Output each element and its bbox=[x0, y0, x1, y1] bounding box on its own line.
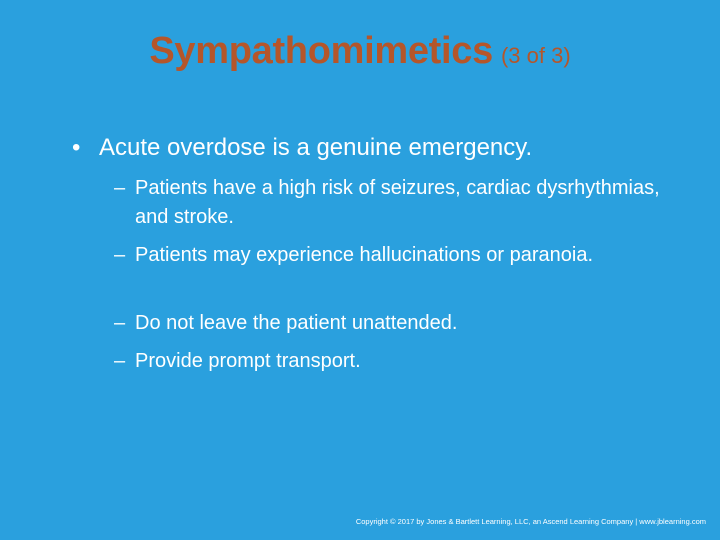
bullet-item bbox=[72, 133, 672, 162]
sub-bullet-item bbox=[114, 309, 674, 338]
slide-title-main: Sympathomimetics bbox=[149, 30, 493, 72]
sub-bullet-dash: – bbox=[114, 177, 126, 199]
sub-bullet-dash: – bbox=[114, 244, 126, 266]
sub-bullet-item bbox=[114, 347, 674, 376]
copyright-footer: Copyright © 2017 by Jones & Bartlett Learning, LLC, an Ascend Learning Company | www.jblearning.com bbox=[355, 517, 706, 526]
sub-bullet-item bbox=[114, 241, 674, 270]
slide-title bbox=[0, 30, 720, 73]
sub-bullet-dash: – bbox=[114, 312, 126, 334]
sub-bullet-text: Provide prompt transport. bbox=[135, 350, 361, 372]
sub-bullet-text: Patients may experience hallucinations or paranoia. bbox=[135, 244, 594, 266]
sub-bullet-text: Patients have a high risk of seizures, cardiac dysrhythmias, and stroke. bbox=[135, 177, 660, 228]
slide-title-subtitle: (3 of 3) bbox=[500, 43, 571, 68]
sub-bullet-dash: – bbox=[114, 350, 126, 372]
bullet-marker: • bbox=[72, 134, 81, 161]
bullet-text: Acute overdose is a genuine emergency. bbox=[99, 134, 533, 161]
sub-bullet-item bbox=[114, 174, 674, 232]
sub-bullet-text: Do not leave the patient unattended. bbox=[135, 312, 458, 334]
